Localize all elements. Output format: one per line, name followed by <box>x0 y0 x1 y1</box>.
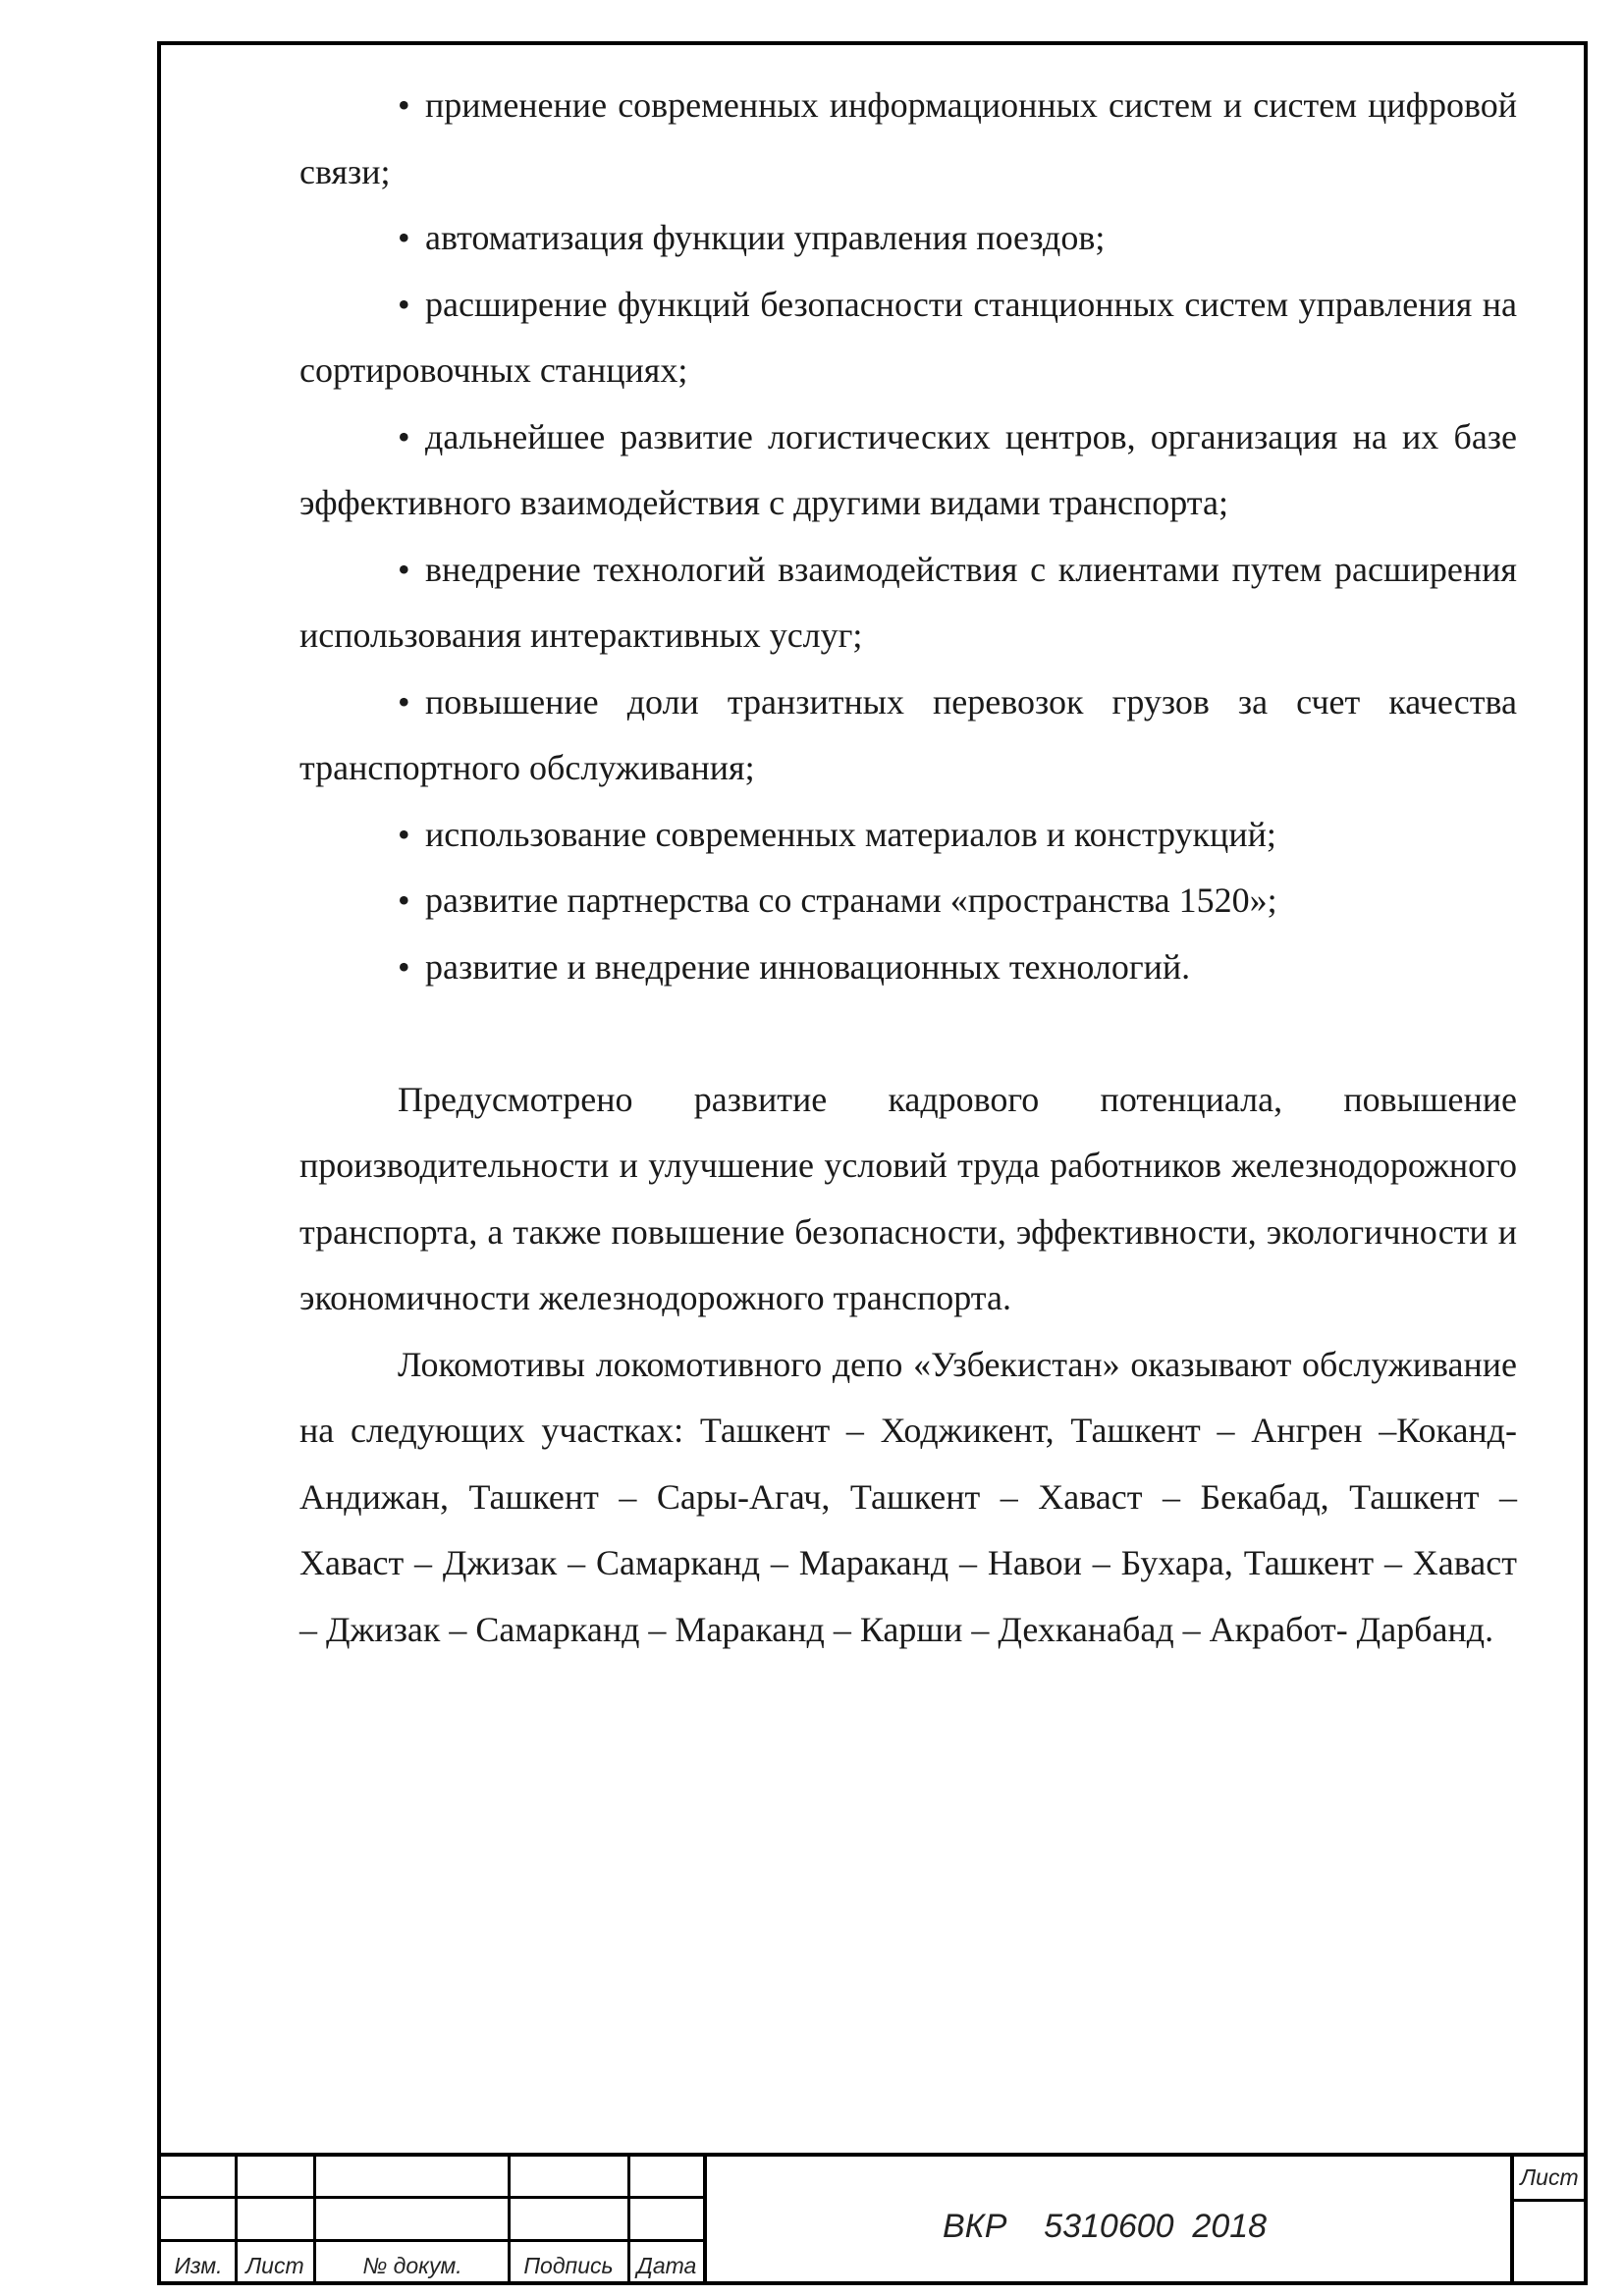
stamp-label-list: Лист <box>245 2253 304 2278</box>
bullet-item <box>299 205 1517 272</box>
stamp-row-line <box>1510 2199 1588 2202</box>
bullet-icon: • <box>398 814 410 854</box>
bullet-text: развитие партнерства со странами «пространства 1520»; <box>425 881 1277 920</box>
bullet-icon: • <box>398 416 410 456</box>
title-block <box>157 2153 1588 2285</box>
bullet-icon: • <box>398 284 410 324</box>
stamp-row-line <box>157 2196 703 2199</box>
bullet-icon: • <box>398 218 410 257</box>
paragraph-staff: Предусмотрено развитие кадрового потенциала, повышение производительности и улучшение условий труда работников железнодорожного транспорта, а также повышение безопасности, эффективности, экологичности и экономичности железнодорожного транспорта. <box>299 1079 1517 1317</box>
bullet-icon: • <box>398 549 410 589</box>
stamp-label-doc: № докум. <box>362 2253 462 2278</box>
stamp-label-izm: Изм. <box>174 2253 223 2278</box>
bullet-item <box>299 73 1517 205</box>
stamp-divider <box>508 2157 511 2285</box>
stamp-label-sign: Подпись <box>523 2253 614 2278</box>
stamp-divider <box>703 2157 707 2285</box>
stamp-label-date: Дата <box>636 2253 697 2278</box>
stamp-row-line <box>157 2239 703 2242</box>
stamp-divider <box>313 2157 316 2285</box>
bullet-text: расширение функций безопасности станционных систем управления на сортировочных станциях; <box>299 284 1517 390</box>
paragraph-depot: Локомотивы локомотивного депо «Узбекистан» оказывают обслуживание на следующих участках: Ташкент – Ходжикент, Ташкент – Ангрен –Коканд- Андижан, Ташкент – Сары-Агач, Ташкент – Хаваст – Бекабад, Ташкент – Хаваст – Джизак – Самарканд – Мараканд – Навои – Бухара, Ташкент – Хаваст – Джизак – Самарканд – Мараканд – Карши – Дехканабад – Акработ- Дарбанд. <box>299 1344 1517 1649</box>
bullet-icon: • <box>398 881 410 920</box>
bullet-icon: • <box>398 946 410 987</box>
stamp-divider <box>627 2157 630 2285</box>
bullet-icon: • <box>398 681 410 721</box>
bullet-text: дальнейшее развитие логистических центров, организация на их базе эффективного взаимодействия с другими видами транспорта; <box>299 416 1517 522</box>
bullet-item <box>299 868 1517 934</box>
document-code: ВКР 5310600 2018 <box>943 2208 1268 2245</box>
bullet-text: использование современных материалов и конструкций; <box>425 814 1276 854</box>
bullet-item <box>299 404 1517 537</box>
bullet-text: повышение доли транзитных перевозок грузов за счет качества транспортного обслуживания; <box>299 681 1517 787</box>
bullet-text: автоматизация функции управления поездов; <box>425 218 1106 257</box>
stamp-divider <box>235 2157 238 2285</box>
bullet-item <box>299 802 1517 869</box>
stamp-label-sheet: Лист <box>1520 2164 1579 2190</box>
bullet-item <box>299 537 1517 669</box>
bullet-text: внедрение технологий взаимодействия с клиентами путем расширения использования интерактивных услуг; <box>299 549 1517 655</box>
bullet-icon: • <box>398 85 410 125</box>
bullet-list <box>299 73 1517 1000</box>
document-body <box>299 73 1517 1663</box>
bullet-item <box>299 272 1517 404</box>
bullet-text: применение современных информационных систем и систем цифровой связи; <box>299 85 1517 191</box>
bullet-text: развитие и внедрение инновационных технологий. <box>425 946 1191 987</box>
bullet-item <box>299 669 1517 802</box>
paragraph-gap <box>299 1000 1517 1067</box>
bullet-item <box>299 934 1517 1001</box>
